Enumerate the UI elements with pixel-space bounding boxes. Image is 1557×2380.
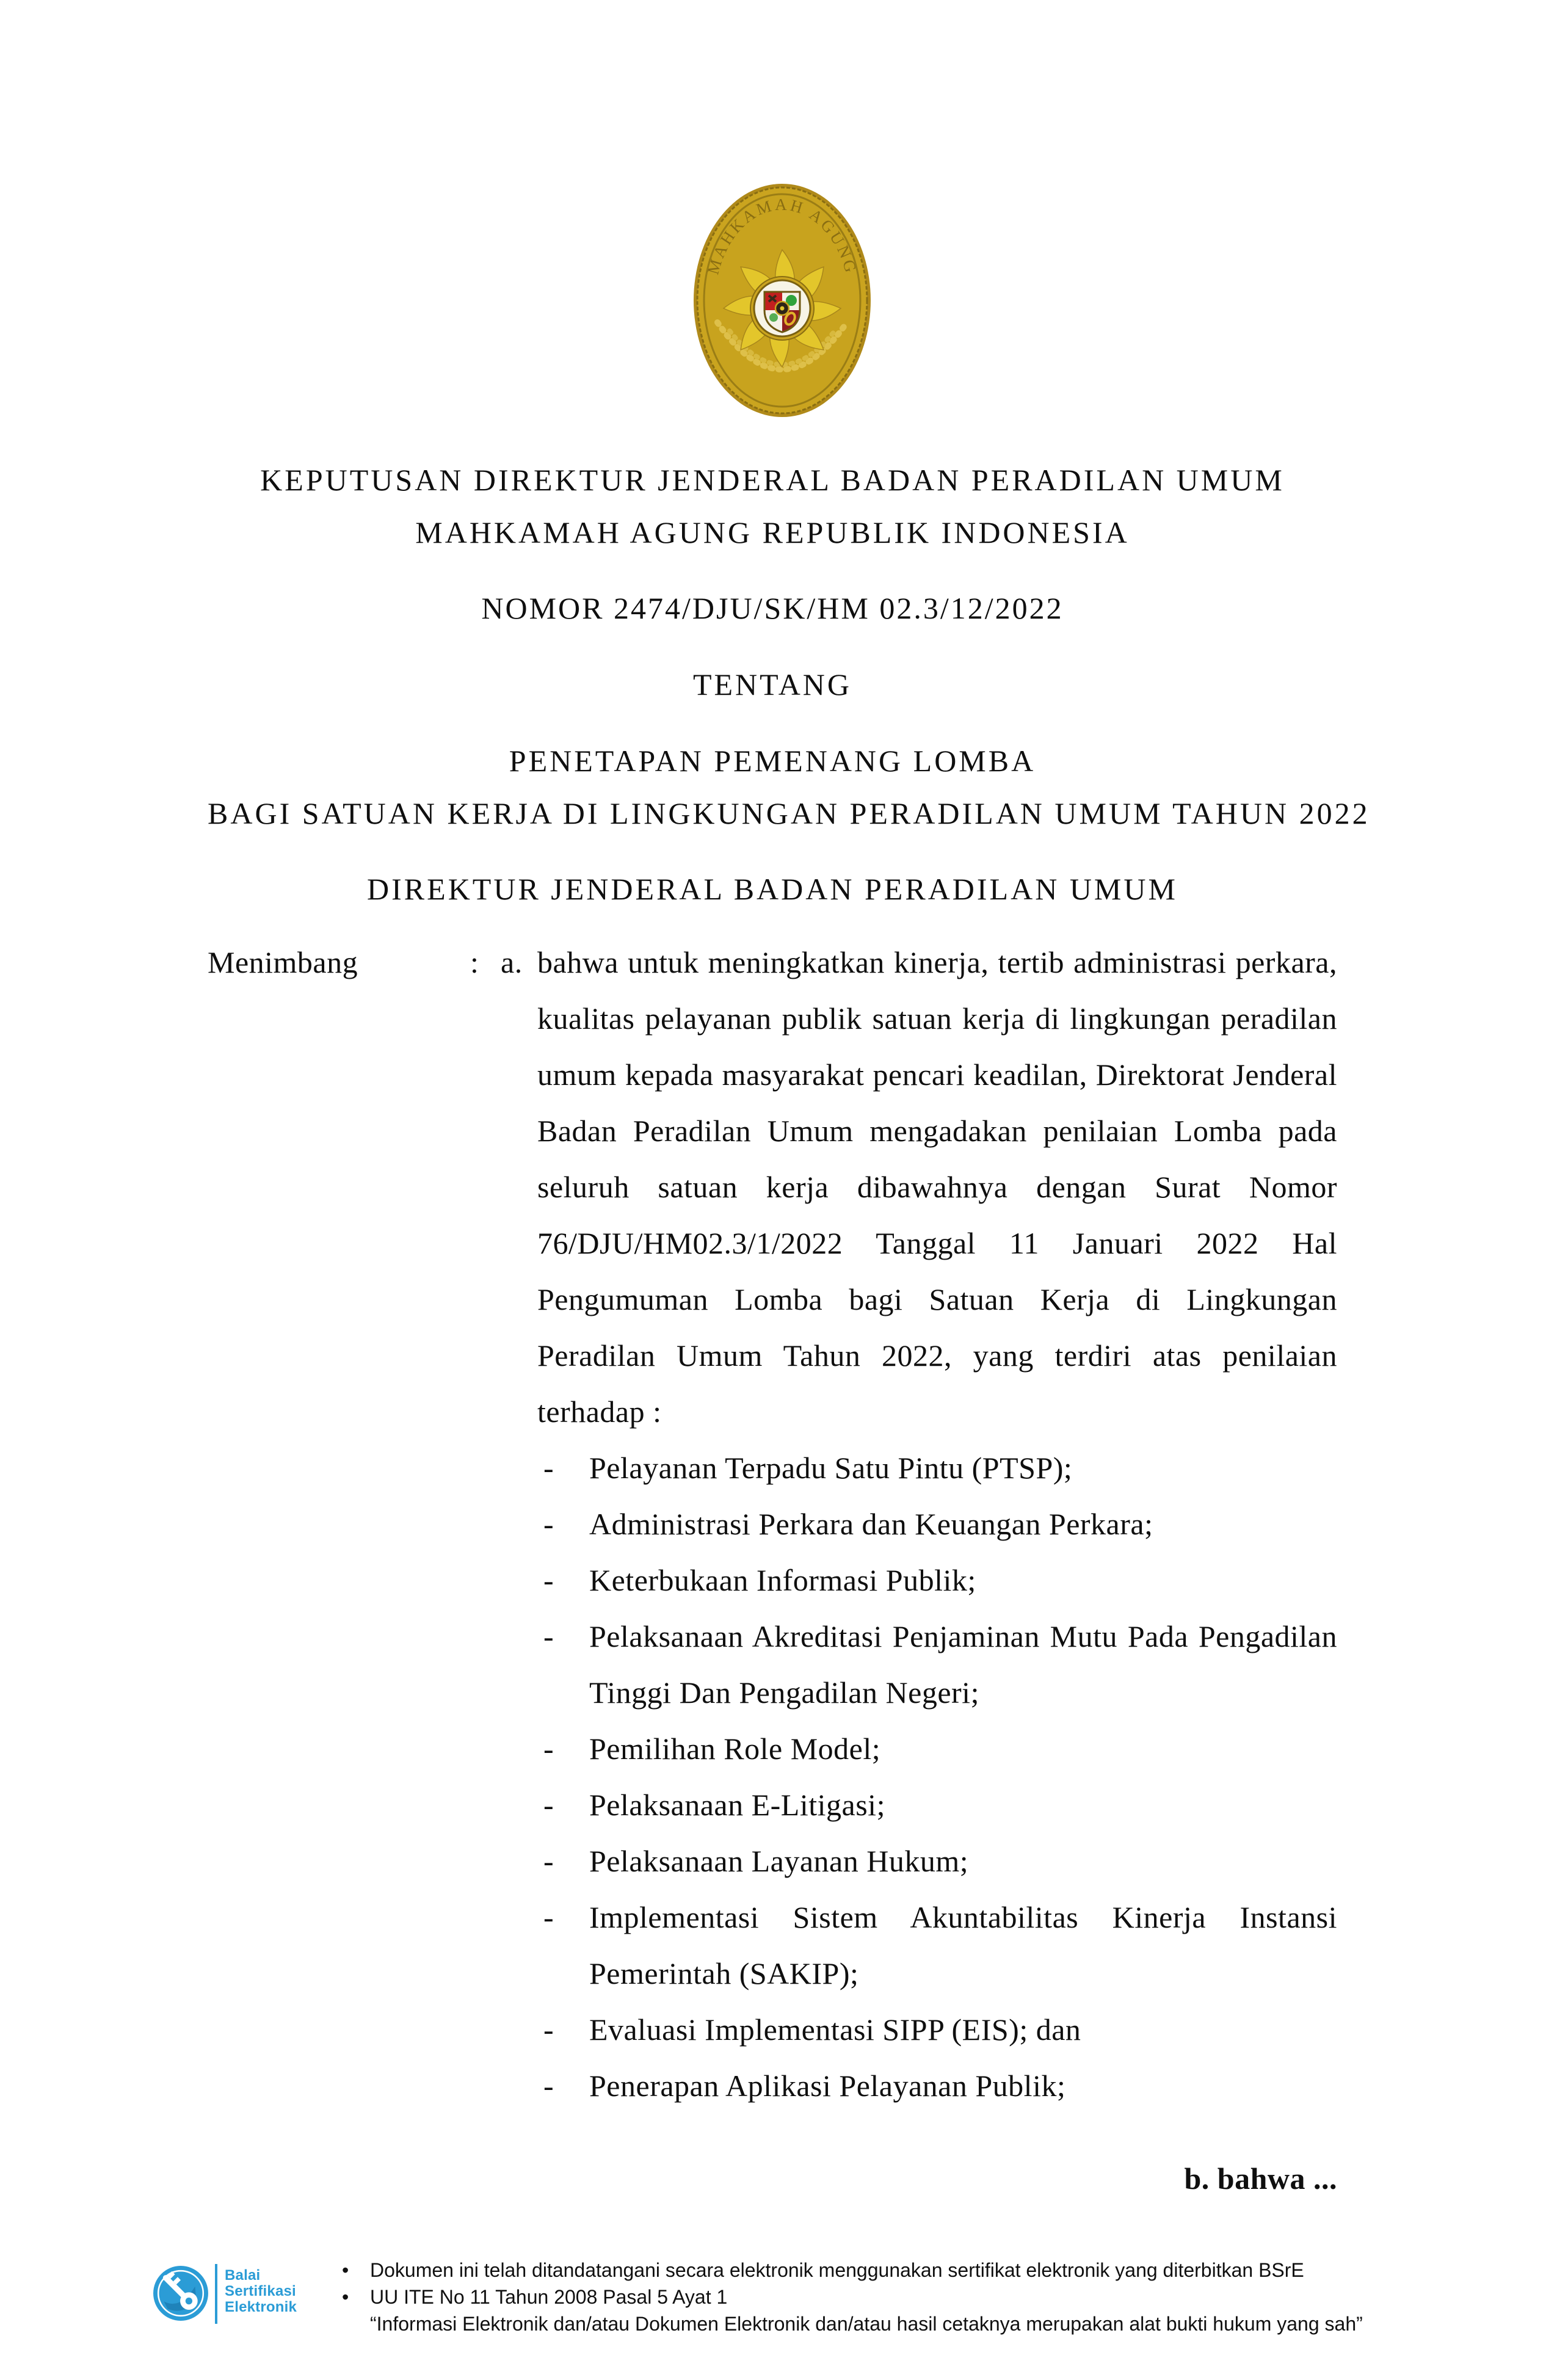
list-item bbox=[543, 1833, 1337, 1889]
decree-number: NOMOR 2474/DJU/SK/HM 02.3/12/2022 bbox=[481, 591, 1064, 625]
list-item-text: Pelaksanaan E-Litigasi; bbox=[589, 1788, 885, 1822]
dash-marker: - bbox=[543, 1563, 554, 1597]
list-item-text: Pemilihan Role Model; bbox=[589, 1732, 881, 1766]
seal-sun-icon bbox=[724, 250, 841, 367]
bullet-icon: • bbox=[342, 2259, 349, 2281]
menimbang-section bbox=[208, 934, 1337, 2114]
seal-curved-text: MAHKAMAH AGUNG bbox=[703, 195, 861, 277]
list-item-text: Administrasi Perkara dan Keuangan Perkara; bbox=[589, 1507, 1153, 1541]
dash-marker: - bbox=[543, 1844, 554, 1878]
subject-line2: BAGI SATUAN KERJA DI LINGKUNGAN PERADILAN UMUM TAHUN 2022 bbox=[208, 796, 1370, 830]
considerand-a-text: bahwa untuk meningkatkan kinerja, tertib administrasi perkara, kualitas pelayanan publik satuan kerja di lingkungan peradilan umum kepada masyarakat pencari keadilan, Direktorat Jenderal Badan Peradilan Umum mengadakan penilaian Lomba pada seluruh satuan kerja dibawahnya dengan Surat Nomor 76/DJU/HM02.3/1/2022 Tanggal 11 Januari 2022 Hal Pengumuman Lomba bagi Satuan Kerja di Lingkungan Peradilan Umum Tahun 2022, yang terdiri atas penilaian terhadap : bbox=[537, 945, 1337, 1429]
seal-shield-icon bbox=[764, 292, 800, 332]
note-quote-text: “Informasi Elektronik dan/atau Dokumen Elektronik dan/atau hasil cetaknya merupakan alat bukti hukum yang sah” bbox=[370, 2313, 1363, 2335]
note-item bbox=[342, 2284, 1368, 2310]
digital-signature-footer bbox=[0, 2253, 1557, 2380]
brand-line-3: Elektronik bbox=[225, 2299, 297, 2315]
list-item bbox=[543, 1889, 1337, 2001]
colon-separator: : bbox=[470, 945, 479, 979]
list-item-text: Evaluasi Implementasi SIPP (EIS); dan bbox=[589, 2012, 1081, 2047]
subject-line1: PENETAPAN PEMENANG LOMBA bbox=[509, 744, 1036, 778]
assessment-criteria-list bbox=[543, 1440, 1337, 2114]
bsre-brand-text bbox=[225, 2268, 297, 2315]
signature-notes bbox=[342, 2257, 1368, 2337]
list-item bbox=[543, 1721, 1337, 1777]
list-item-text: Pelayanan Terpadu Satu Pintu (PTSP); bbox=[589, 1451, 1073, 1485]
menimbang-label: Menimbang bbox=[208, 945, 358, 979]
list-item-text: Keterbukaan Informasi Publik; bbox=[589, 1563, 976, 1597]
list-item bbox=[543, 2058, 1337, 2114]
list-item-text: Implementasi Sistem Akuntabilitas Kinerja Instansi Pemerintah (SAKIP); bbox=[589, 1900, 1337, 1990]
dash-marker: - bbox=[543, 1900, 554, 1934]
brand-line-2: Sertifikasi bbox=[225, 2283, 296, 2299]
note-text: UU ITE No 11 Tahun 2008 Pasal 5 Ayat 1 bbox=[370, 2286, 728, 2308]
decree-title-line2: MAHKAMAH AGUNG REPUBLIK INDONESIA bbox=[415, 515, 1130, 550]
dash-marker: - bbox=[543, 2012, 554, 2047]
list-item bbox=[543, 1496, 1337, 1552]
decree-subject bbox=[208, 735, 1370, 840]
issuer-title: DIREKTUR JENDERAL BADAN PERADILAN UMUM bbox=[367, 872, 1178, 906]
decree-title-line1: KEPUTUSAN DIREKTUR JENDERAL BADAN PERADILAN UMUM bbox=[260, 463, 1285, 497]
note-quote-continuation bbox=[342, 2310, 1368, 2337]
list-item bbox=[543, 1552, 1337, 1608]
list-item-text: Pelaksanaan Layanan Hukum; bbox=[589, 1844, 969, 1878]
brand-line-1: Balai bbox=[225, 2267, 261, 2284]
tentang-label: TENTANG bbox=[692, 667, 852, 702]
mahkamah-agung-seal-icon bbox=[693, 183, 871, 418]
dash-marker: - bbox=[543, 1451, 554, 1485]
dash-marker: - bbox=[543, 1732, 554, 1766]
considerand-a-marker: a. bbox=[501, 945, 523, 979]
list-item bbox=[543, 1777, 1337, 1833]
brand-divider bbox=[215, 2264, 217, 2324]
list-item-text: Pelaksanaan Akreditasi Penjaminan Mutu Pada Pengadilan Tinggi Dan Pengadilan Negeri; bbox=[589, 1619, 1337, 1710]
dash-marker: - bbox=[543, 1619, 554, 1653]
decree-title bbox=[208, 454, 1337, 559]
bullet-spacer bbox=[342, 2310, 370, 2337]
dash-marker: - bbox=[543, 2069, 554, 2103]
catchword-next-item: b. bahwa ... bbox=[1184, 2161, 1337, 2196]
dash-marker: - bbox=[543, 1788, 554, 1822]
bullet-icon: • bbox=[342, 2286, 349, 2308]
list-item bbox=[543, 1608, 1337, 1721]
dash-marker: - bbox=[543, 1507, 554, 1541]
list-item bbox=[543, 2001, 1337, 2058]
note-text: Dokumen ini telah ditandatangani secara elektronik menggunakan sertifikat elektronik yang diterbitkan BSrE bbox=[370, 2259, 1304, 2281]
bsre-key-logo-icon bbox=[153, 2265, 209, 2321]
list-item bbox=[543, 1440, 1337, 1496]
list-item-text: Penerapan Aplikasi Pelayanan Publik; bbox=[589, 2069, 1066, 2103]
note-item bbox=[342, 2257, 1368, 2284]
